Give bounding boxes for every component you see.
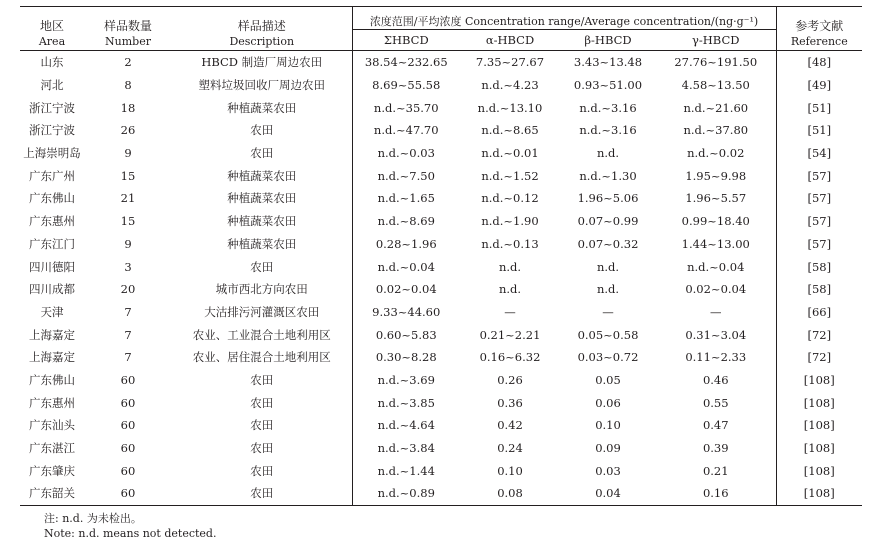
number-cell: 60 [120, 372, 136, 387]
table-row [20, 414, 862, 437]
number-cell: 2 [124, 55, 132, 70]
area-header [20, 7, 84, 51]
alpha-hbcd-cell: n.d.~8.65 [481, 123, 539, 138]
table-row [20, 233, 862, 256]
number-cell: 7 [124, 327, 132, 342]
description-cell: 农田 [172, 391, 352, 414]
reference-cell: [49] [807, 78, 832, 93]
beta-hbcd-cell: 0.06 [595, 395, 621, 410]
gamma-hbcd-cell: n.d.~37.80 [656, 119, 776, 142]
sum-hbcd-cell: n.d.~0.03 [377, 146, 435, 161]
gamma-hbcd-cell: 1.44~13.00 [656, 233, 776, 256]
description-cell: 农田 [172, 119, 352, 142]
area-cell: 广东佛山 [29, 191, 75, 206]
reference-cell: [108] [803, 463, 835, 478]
gamma-hbcd-cell: n.d.~0.04 [656, 255, 776, 278]
beta-hbcd-cell: n.d. [596, 282, 620, 297]
gamma-hbcd-cell: 0.39 [656, 437, 776, 460]
area-cell: 河北 [40, 78, 64, 93]
table-row [20, 119, 862, 142]
table-row [20, 51, 862, 74]
beta-hbcd-cell: n.d.~3.16 [579, 123, 637, 138]
gamma-hbcd-cell: 0.99~18.40 [656, 210, 776, 233]
beta-hbcd-cell: 1.96~5.06 [577, 191, 639, 206]
sum-hbcd-cell: 0.02~0.04 [375, 282, 437, 297]
gamma-hbcd-cell: 0.11~2.33 [656, 346, 776, 369]
number-cell: 60 [120, 441, 136, 456]
sum-hbcd-cell: n.d.~8.69 [377, 214, 435, 229]
table-row [20, 278, 862, 301]
area-cell: 四川德阳 [29, 259, 75, 274]
sum-hbcd-cell: 0.30~8.28 [375, 350, 437, 365]
sum-hbcd-cell: 0.28~1.96 [375, 236, 437, 251]
beta-hbcd-cell: 0.07~0.32 [577, 236, 639, 251]
description-cell: 农田 [172, 437, 352, 460]
table-row [20, 164, 862, 187]
area-cell: 广东广州 [29, 168, 75, 183]
alpha-hbcd-cell: n.d.~4.23 [481, 78, 539, 93]
alpha-hbcd-cell: — [504, 304, 516, 319]
gamma-hbcd-cell: 0.46 [656, 369, 776, 392]
table-row [20, 96, 862, 119]
description-cell: 种植蔬菜农田 [172, 233, 352, 256]
table-row [20, 437, 862, 460]
alpha-hbcd-cell: n.d.~1.52 [481, 168, 539, 183]
description-cell: 大沽排污河灌溉区农田 [172, 301, 352, 324]
number-cell: 3 [124, 259, 132, 274]
table-body [20, 51, 862, 506]
gamma-hbcd-cell: 0.31~3.04 [656, 323, 776, 346]
number-cell: 26 [120, 123, 136, 138]
number-cell: 9 [124, 236, 132, 251]
description-cell: 农田 [172, 414, 352, 437]
table-row [20, 391, 862, 414]
sum-hbcd-cell: n.d.~0.89 [377, 486, 435, 501]
gamma-hbcd-cell: 0.02~0.04 [656, 278, 776, 301]
alpha-hbcd-cell: 0.26 [497, 372, 523, 387]
reference-cell: [72] [807, 327, 832, 342]
alpha-hbcd-cell: n.d.~13.10 [477, 100, 543, 115]
area-cell: 浙江宁波 [29, 123, 75, 138]
sum-hbcd-cell: n.d.~7.50 [377, 168, 435, 183]
alpha-hbcd-cell: 0.42 [497, 418, 523, 433]
reference-cell: [54] [807, 146, 832, 161]
alpha-hbcd-header: α-HBCD [460, 30, 560, 51]
number-cell: 60 [120, 463, 136, 478]
area-cell: 广东惠州 [29, 214, 75, 229]
reference-cell: [108] [803, 372, 835, 387]
description-cell: 种植蔬菜农田 [172, 96, 352, 119]
number-cell: 15 [120, 214, 136, 229]
beta-hbcd-cell: — [602, 304, 614, 319]
description-cell: 农田 [172, 482, 352, 505]
area-cell: 广东韶关 [29, 486, 75, 501]
alpha-hbcd-cell: n.d. [498, 259, 522, 274]
description-cell: 农业、工业混合土地利用区 [172, 323, 352, 346]
alpha-hbcd-cell: 7.35~27.67 [475, 55, 545, 70]
reference-cell: [72] [807, 350, 832, 365]
sum-hbcd-cell: 8.69~55.58 [372, 78, 441, 93]
sum-hbcd-cell: n.d.~47.70 [373, 123, 439, 138]
beta-hbcd-cell: 0.07~0.99 [577, 214, 639, 229]
reference-cell: [108] [803, 395, 835, 410]
number-cell: 21 [120, 191, 136, 206]
alpha-hbcd-cell: n.d.~0.12 [481, 191, 539, 206]
reference-cell: [51] [807, 123, 832, 138]
number-cell: 60 [120, 418, 136, 433]
area-cell: 浙江宁波 [29, 100, 75, 115]
sum-hbcd-cell: 38.54~232.65 [364, 55, 448, 70]
area-cell: 广东江门 [29, 236, 75, 251]
description-cell: 种植蔬菜农田 [172, 187, 352, 210]
table-row [20, 301, 862, 324]
reference-header-cn: 参考文献 [795, 19, 844, 33]
alpha-hbcd-cell: 0.24 [497, 441, 523, 456]
alpha-hbcd-cell: 0.08 [497, 486, 523, 501]
beta-hbcd-cell: n.d.~1.30 [579, 168, 637, 183]
number-cell: 8 [124, 78, 132, 93]
alpha-hbcd-cell: n.d. [498, 282, 522, 297]
number-cell: 60 [120, 395, 136, 410]
alpha-hbcd-cell: 0.10 [497, 463, 523, 478]
reference-cell: [57] [807, 214, 832, 229]
alpha-hbcd-cell: 0.21~2.21 [479, 327, 541, 342]
area-cell: 广东湛江 [29, 441, 75, 456]
table-row [20, 142, 862, 165]
description-cell: 农田 [172, 369, 352, 392]
beta-hbcd-cell: 0.05~0.58 [577, 327, 639, 342]
gamma-hbcd-cell: 1.95~9.98 [656, 164, 776, 187]
description-cell: 塑料垃圾回收厂周边农田 [172, 74, 352, 97]
beta-hbcd-cell: 3.43~13.48 [573, 55, 643, 70]
gamma-hbcd-cell: 27.76~191.50 [656, 51, 776, 74]
gamma-hbcd-cell: 0.16 [656, 482, 776, 505]
reference-cell: [66] [807, 304, 832, 319]
reference-cell: [58] [807, 282, 832, 297]
beta-hbcd-header: β-HBCD [560, 30, 656, 51]
reference-header-en: Reference [790, 35, 848, 48]
reference-cell: [57] [807, 168, 832, 183]
sum-hbcd-cell: n.d.~4.64 [377, 418, 435, 433]
sum-hbcd-cell: n.d.~1.65 [377, 191, 435, 206]
reference-cell: [48] [807, 55, 832, 70]
sum-hbcd-cell: n.d.~1.44 [377, 463, 435, 478]
area-cell: 广东惠州 [29, 395, 75, 410]
sum-hbcd-cell: n.d.~3.85 [377, 395, 435, 410]
reference-header [776, 7, 862, 51]
description-cell: HBCD 制造厂周边农田 [172, 51, 352, 74]
sum-hbcd-cell: n.d.~35.70 [373, 100, 439, 115]
sum-hbcd-cell: n.d.~0.04 [377, 259, 435, 274]
number-cell: 7 [124, 304, 132, 319]
area-cell: 广东汕头 [29, 418, 75, 433]
table-row [20, 255, 862, 278]
sum-hbcd-cell: n.d.~3.84 [377, 441, 435, 456]
number-header-en: Number [105, 35, 151, 48]
description-header [172, 7, 352, 51]
area-cell: 天津 [40, 304, 64, 319]
beta-hbcd-cell: 0.04 [595, 486, 621, 501]
reference-cell: [51] [807, 100, 832, 115]
area-header-cn: 地区 [39, 19, 64, 33]
reference-cell: [108] [803, 486, 835, 501]
gamma-hbcd-cell: 0.47 [656, 414, 776, 437]
beta-hbcd-cell: n.d. [596, 259, 620, 274]
table-row [20, 369, 862, 392]
beta-hbcd-cell: n.d. [596, 146, 620, 161]
beta-hbcd-cell: 0.05 [595, 372, 621, 387]
table-row [20, 210, 862, 233]
alpha-hbcd-cell: 0.36 [497, 395, 523, 410]
description-cell: 农业、居住混合土地利用区 [172, 346, 352, 369]
description-header-cn: 样品描述 [237, 19, 286, 33]
alpha-hbcd-cell: 0.16~6.32 [479, 350, 541, 365]
beta-hbcd-cell: 0.93~51.00 [573, 78, 643, 93]
sum-hbcd-cell: 0.60~5.83 [375, 327, 437, 342]
note-cn: 注: n.d. 为未检出。 [44, 512, 142, 525]
beta-hbcd-cell: 0.09 [595, 441, 621, 456]
table-row [20, 482, 862, 505]
beta-hbcd-cell: 0.03~0.72 [577, 350, 639, 365]
table-row [20, 346, 862, 369]
description-header-en: Description [229, 35, 295, 48]
description-cell: 农田 [172, 142, 352, 165]
number-cell: 60 [120, 486, 136, 501]
area-cell: 四川成都 [29, 282, 75, 297]
reference-cell: [57] [807, 236, 832, 251]
area-cell: 上海嘉定 [29, 350, 75, 365]
table-header [20, 7, 862, 51]
reference-cell: [58] [807, 259, 832, 274]
gamma-hbcd-cell: n.d.~0.02 [656, 142, 776, 165]
reference-cell: [108] [803, 441, 835, 456]
reference-cell: [108] [803, 418, 835, 433]
concentration-group-header: 浓度范围/平均浓度 Concentration range/Average concentration/(ng·g⁻¹) [352, 7, 776, 30]
sum-hbcd-header: ΣHBCD [352, 30, 460, 51]
description-cell: 农田 [172, 459, 352, 482]
alpha-hbcd-cell: n.d.~1.90 [481, 214, 539, 229]
beta-hbcd-cell: 0.03 [595, 463, 621, 478]
table-row [20, 459, 862, 482]
gamma-hbcd-cell: 1.96~5.57 [656, 187, 776, 210]
number-header-cn: 样品数量 [103, 19, 152, 33]
beta-hbcd-cell: 0.10 [595, 418, 621, 433]
area-cell: 广东佛山 [29, 372, 75, 387]
description-cell: 农田 [172, 255, 352, 278]
number-cell: 15 [120, 168, 136, 183]
number-cell: 7 [124, 350, 132, 365]
area-header-en: Area [38, 35, 66, 48]
description-cell: 种植蔬菜农田 [172, 210, 352, 233]
hbcd-soil-concentration-table [20, 6, 862, 506]
number-cell: 9 [124, 146, 132, 161]
table-notes [44, 511, 216, 541]
number-cell: 18 [120, 100, 136, 115]
gamma-hbcd-header: γ-HBCD [656, 30, 776, 51]
area-cell: 广东肇庆 [29, 463, 75, 478]
number-header [84, 7, 172, 51]
gamma-hbcd-cell: 0.21 [656, 459, 776, 482]
gamma-hbcd-cell: 0.55 [656, 391, 776, 414]
area-cell: 上海嘉定 [29, 327, 75, 342]
area-cell: 上海崇明岛 [23, 146, 81, 161]
note-en: Note: n.d. means not detected. [44, 527, 217, 540]
description-cell: 城市西北方向农田 [172, 278, 352, 301]
gamma-hbcd-cell: 4.58~13.50 [656, 74, 776, 97]
table-row [20, 323, 862, 346]
table-row [20, 74, 862, 97]
gamma-hbcd-cell: — [656, 301, 776, 324]
description-cell: 种植蔬菜农田 [172, 164, 352, 187]
sum-hbcd-cell: 9.33~44.60 [372, 304, 441, 319]
area-cell: 山东 [40, 55, 64, 70]
table-row [20, 187, 862, 210]
alpha-hbcd-cell: n.d.~0.01 [481, 146, 539, 161]
gamma-hbcd-cell: n.d.~21.60 [656, 96, 776, 119]
number-cell: 20 [120, 282, 136, 297]
beta-hbcd-cell: n.d.~3.16 [579, 100, 637, 115]
alpha-hbcd-cell: n.d.~0.13 [481, 236, 539, 251]
reference-cell: [57] [807, 191, 832, 206]
sum-hbcd-cell: n.d.~3.69 [377, 372, 435, 387]
